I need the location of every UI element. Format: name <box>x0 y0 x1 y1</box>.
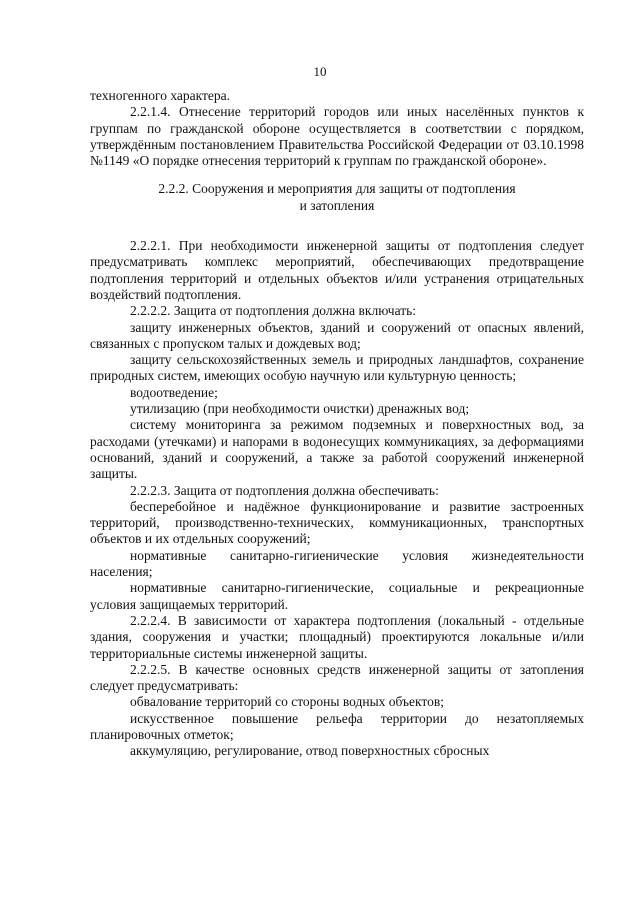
list-item: бесперебойное и надёжное функционирование и развитие застроенных территорий, производственно-технических, коммуникационных, транспортных объектов и их отдельных сооружений; <box>90 498 584 547</box>
list-item: искусственное повышение рельефа территории до незатопляемых планировочных отметок; <box>90 710 584 742</box>
list-item: систему мониторинга за режимом подземных и поверхностных вод, за расходами (утечками) и напорами в водонесущих коммуникациях, за деформациями оснований, зданий и сооружений, а также за работой сооружений инженерной защиты. <box>90 417 584 482</box>
section-heading <box>90 181 584 214</box>
page-number: 10 <box>313 64 327 79</box>
list-item: утилизацию (при необходимости очистки) дренажных вод; <box>130 401 470 417</box>
paragraph-2-2-2-2: 2.2.2.2. Защита от подтопления должна включать: <box>130 303 417 319</box>
paragraph-2-2-2-4: 2.2.2.4. В зависимости от характера подтопления (локальный - отдельные здания, сооружения и участки; площадный) проектируются локальные и/или территориальные системы инженерной защиты. <box>90 612 584 661</box>
list-item: аккумуляцию, регулирование, отвод поверхностных сбросных <box>130 743 490 759</box>
list-item: обвалование территорий со стороны водных объектов; <box>130 694 444 710</box>
list-item: защиту сельскохозяйственных земель и природных ландшафтов, сохранение природных систем, имеющих особую научную или культурную ценность; <box>90 352 584 384</box>
list-item: водоотведение; <box>130 384 218 400</box>
list-item: нормативные санитарно-гигиенические, социальные и рекреационные условия защищаемых территорий. <box>90 580 584 612</box>
paragraph-2-2-2-5: 2.2.2.5. В качестве основных средств инженерной защиты от затопления следует предусматривать: <box>90 661 584 694</box>
paragraph-2-2-2-1: 2.2.2.1. При необходимости инженерной защиты от подтопления следует предусматривать комплекс мероприятий, обеспечивающих предотвращение подтопления территорий и отдельных объектов и/или устранения отрицательных воздействий подтопления. <box>90 238 584 302</box>
section-heading-line-1: 2.2.2. Сооружения и мероприятия для защиты от подтопления <box>158 181 516 197</box>
document-body <box>90 88 584 760</box>
list-item: нормативные санитарно-гигиенические условия жизнедеятельности населения; <box>90 547 584 580</box>
paragraph-continuation: техногенного характера. <box>90 88 231 103</box>
section-heading-line-2: и затопления <box>299 197 375 213</box>
paragraph-2-2-2-3: 2.2.2.3. Защита от подтопления должна обеспечивать: <box>130 482 439 498</box>
paragraph-2-2-1-4: 2.2.1.4. Отнесение территорий городов или иных населённых пунктов к группам по гражданской обороне осуществляется в соответствии с порядком, утверждённым постановлением Правительства Российской Федерации от 03.10.1998 №1149 «О порядке отнесения территорий к группам по гражданской обороне». <box>90 104 584 169</box>
list-item: защиту инженерных объектов, зданий и сооружений от опасных явлений, связанных с пропуском талых и дождевых вод; <box>90 319 584 351</box>
